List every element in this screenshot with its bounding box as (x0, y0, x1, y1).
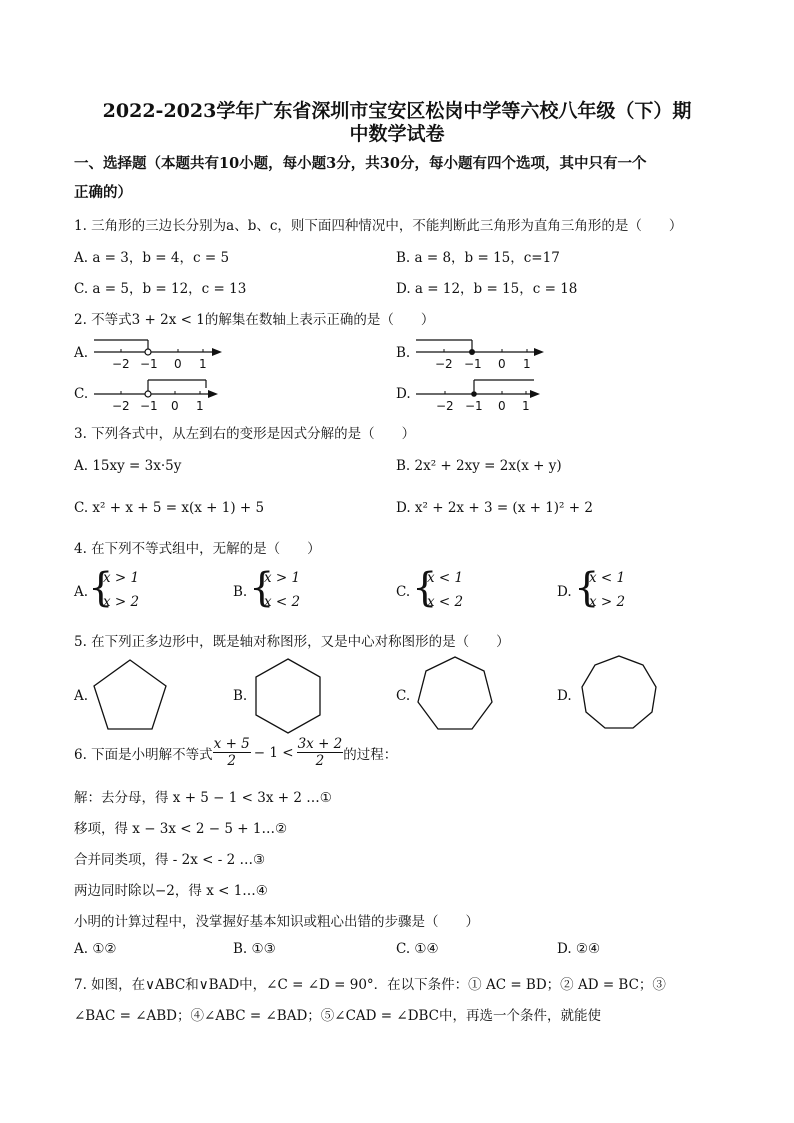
tick-label: 0 (498, 399, 506, 413)
q5-option-a-label: A. (74, 688, 89, 704)
q4-option-b-label: B. (233, 584, 248, 600)
q3-option-d: D. x² + 2x + 3 = (x + 1)² + 2 (396, 500, 593, 516)
q1-option-a: A. a = 3，b = 4，c = 5 (74, 250, 230, 266)
q6-step-2: 移项，得 x − 3x < 2 − 5 + 1…② (74, 821, 288, 837)
section-heading-line2: 正确的） (74, 184, 132, 201)
tick-label: −1 (140, 399, 158, 413)
pentagon-figure (88, 655, 172, 737)
q2-option-d-label: D. (396, 386, 411, 402)
q2-option-b-number-line (412, 332, 552, 372)
tick-label: −2 (112, 399, 130, 413)
q6-fraction-1-denominator: 2 (227, 753, 237, 769)
q2-option-a-label: A. (74, 345, 89, 361)
q2-option-a-number-line (90, 332, 230, 372)
q6-option-b: B. ①③ (233, 941, 276, 957)
tick-label: −1 (140, 357, 158, 371)
q4-option-c-line1: x < 1 (427, 570, 464, 586)
q7-line-2: ∠BAC = ∠ABD；④∠ABC = ∠BAD；⑤∠CAD = ∠DBC中，再选一个条件，就能使 (74, 1008, 602, 1024)
q6-stem-post: 的过程： (343, 746, 398, 763)
q4-option-c-label: C. (396, 584, 411, 600)
q6-step-4: 两边同时除以−2，得 x < 1…④ (74, 883, 268, 899)
q2-stem: 2. 不等式3 + 2x < 1的解集在数轴上表示正确的是（ ） (74, 312, 435, 328)
q6-stem-mid: − 1 < (253, 744, 294, 761)
q4-option-a-line1: x > 1 (103, 570, 140, 586)
q6-step-1: 解：去分母，得 x + 5 − 1 < 3x + 2 …① (74, 790, 332, 806)
q6-fraction-2 (297, 736, 344, 769)
q6-stem-pre: 6. 下面是小明解不等式 (74, 746, 213, 763)
tick-label: −2 (112, 357, 130, 371)
q4-option-a-label: A. (74, 584, 89, 600)
tick-label: 0 (174, 357, 182, 371)
q6-fraction-1-numerator: x + 5 (213, 736, 250, 752)
tick-label: 1 (196, 399, 204, 413)
q2-option-c-label: C. (74, 386, 89, 402)
q4-stem: 4. 在下列不等式组中，无解的是（ ） (74, 541, 321, 557)
q6-option-c: C. ①④ (396, 941, 439, 957)
tick-label: 1 (523, 357, 531, 371)
q3-stem: 3. 下列各式中，从左到右的变形是因式分解的是（ ） (74, 426, 416, 442)
q4-option-a-line2: x > 2 (103, 594, 140, 610)
q5-option-b-label: B. (233, 688, 248, 704)
q4-option-a-brace: { (88, 565, 114, 611)
tick-label: 0 (171, 399, 179, 413)
tick-label: −1 (465, 399, 483, 413)
q2-option-d-number-line (412, 374, 552, 414)
q6-step-3: 合并同类项，得 - 2x < - 2 …③ (74, 852, 266, 868)
page-title-line2: 中数学试卷 (349, 123, 445, 145)
q1-stem: 1. 三角形的三边长分别为a、b、c，则下面四种情况中，不能判断此三角形为直角三角形的是（ ） (74, 218, 683, 234)
q4-option-d-label: D. (557, 584, 572, 600)
tick-label: 1 (199, 357, 207, 371)
tick-label: −2 (436, 399, 454, 413)
q4-option-d-line2: x > 2 (589, 594, 626, 610)
q4-option-b-brace: { (249, 565, 275, 611)
tick-label: −2 (435, 357, 453, 371)
q1-option-b: B. a = 8，b = 15，c=17 (396, 250, 560, 266)
q2-option-c-number-line (90, 374, 230, 414)
hexagon-figure (250, 655, 328, 739)
q6-fraction-2-numerator: 3x + 2 (297, 736, 343, 752)
q4-option-c-brace: { (412, 565, 438, 611)
q1-option-c: C. a = 5，b = 12，c = 13 (74, 281, 247, 297)
nonagon-figure (576, 652, 662, 738)
heptagon-figure (412, 652, 498, 738)
q4-option-b-line2: x < 2 (264, 594, 301, 610)
q5-option-c-label: C. (396, 688, 411, 704)
q5-option-d-label: D. (557, 688, 572, 704)
q4-option-d-brace: { (574, 565, 600, 611)
q6-fraction-1 (213, 736, 251, 769)
q4-option-b-line1: x > 1 (264, 570, 301, 586)
q6-question: 小明的计算过程中，没掌握好基本知识或粗心出错的步骤是（ ） (74, 914, 479, 930)
q6-option-d: D. ②④ (557, 941, 601, 957)
q5-stem: 5. 在下列正多边形中，既是轴对称图形，又是中心对称图形的是（ ） (74, 634, 510, 650)
tick-label: 1 (522, 399, 530, 413)
q4-option-d-line1: x < 1 (589, 570, 626, 586)
q2-option-b-label: B. (396, 345, 411, 361)
q1-option-d: D. a = 12，b = 15，c = 18 (396, 281, 578, 297)
section-heading-line1: 一、选择题（本题共有10小题，每小题3分，共30分，每小题有四个选项，其中只有一个 (74, 155, 647, 172)
q3-option-a: A. 15xy = 3x·5y (74, 458, 182, 474)
q6-fraction-2-denominator: 2 (315, 753, 325, 769)
q4-option-c-line2: x < 2 (427, 594, 464, 610)
q6-option-a: A. ①② (74, 941, 117, 957)
q7-line-1: 7. 如图，在∨ABC和∨BAD中，∠C = ∠D = 90°．在以下条件：① AC = BD；② AD = BC；③ (74, 977, 666, 993)
q6-stem (74, 736, 397, 769)
tick-label: 0 (498, 357, 506, 371)
page-title-line1: 2022-2023学年广东省深圳市宝安区松岗中学等六校八年级（下）期 (102, 100, 692, 122)
q3-option-b: B. 2x² + 2xy = 2x(x + y) (396, 458, 562, 474)
q3-option-c: C. x² + x + 5 = x(x + 1) + 5 (74, 500, 265, 516)
tick-label: −1 (464, 357, 482, 371)
